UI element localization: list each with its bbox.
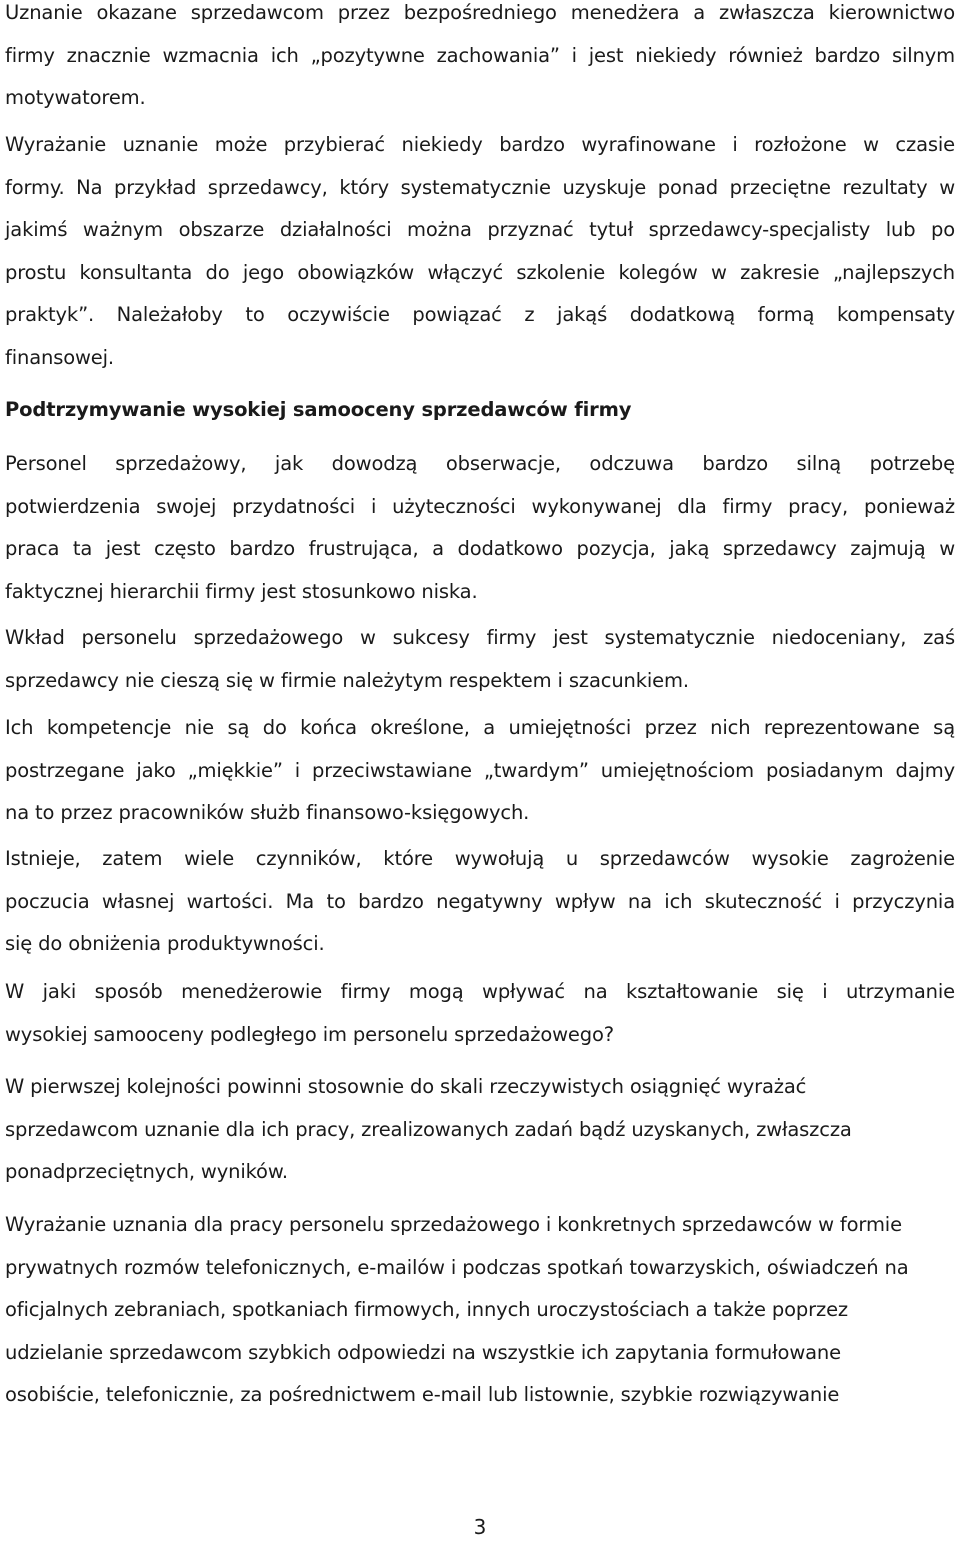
- text-line: osobiście, telefonicznie, za pośrednictwem e-mail lub listownie, szybkie rozwiązywanie: [5, 1383, 840, 1406]
- text-line: wysokiej samooceny podległego im personelu sprzedażowego?: [5, 1022, 614, 1046]
- paragraph-self-worth-threat: [5, 838, 955, 966]
- paragraph-first-step: [5, 1066, 955, 1194]
- text-line: jakimś ważnym obszarze działalności można przyznać tytuł sprzedawcy-specjalisty lub po: [5, 218, 955, 241]
- text-line: Istnieje, zatem wiele czynników, które wywołują u sprzedawców wysokie zagrożenie: [5, 847, 955, 870]
- paragraph-refined-recognition: [5, 124, 955, 379]
- text-line: postrzegane jako „miękkie” i przeciwstawiane „twardym” umiejętnościom posiadanym dajmy: [5, 758, 955, 782]
- text-line: Uznanie okazane sprzedawcom przez bezpośredniego menedżera a zwłaszcza kierownictwo: [5, 1, 955, 24]
- paragraph-undervalued-contribution: [5, 617, 955, 702]
- page-number: 3: [473, 1515, 487, 1539]
- text-line: firmy znacznie wzmacnia ich „pozytywne zachowania” i jest niekiedy również bardzo silnym: [5, 43, 955, 67]
- text-line: potwierdzenia swojej przydatności i użyteczności wykonywanej dla firmy pracy, ponieważ: [5, 494, 955, 518]
- text-line: prostu konsultanta do jego obowiązków włączyć szkolenie kolegów w zakresie „najlepszych: [5, 260, 955, 284]
- text-line: praktyk”. Należałoby to oczywiście powiązać z jakąś dodatkową formą kompensaty: [5, 303, 955, 326]
- paragraph-recognition: [5, 0, 955, 120]
- section-heading: Podtrzymywanie wysokiej samooceny sprzedawców firmy: [5, 398, 632, 421]
- text-line: Personel sprzedażowy, jak dowodzą obserwacje, odczuwa bardzo silną potrzebę: [5, 452, 955, 475]
- text-line: poczucia własnej wartości. Ma to bardzo negatywny wpływ na ich skuteczność i przyczynia: [5, 889, 955, 913]
- text-line: na to przez pracowników służb finansowo-księgowych.: [5, 801, 530, 824]
- text-line: udzielanie sprzedawcom szybkich odpowiedzi na wszystkie ich zapytania formułowane: [5, 1340, 841, 1364]
- text-line: się do obniżenia produktywności.: [5, 932, 325, 955]
- text-line: faktycznej hierarchii firmy jest stosunkowo niska.: [5, 579, 478, 603]
- text-line: motywatorem.: [5, 86, 146, 109]
- text-line: ponadprzeciętnych, wyników.: [5, 1160, 288, 1183]
- paragraph-competences: [5, 707, 955, 835]
- paragraph-expressing-recognition: [5, 1204, 955, 1417]
- text-line: Wyrażanie uznanie może przybierać niekiedy bardzo wyrafinowane i rozłożone w czasie: [5, 133, 955, 156]
- text-line: Wkład personelu sprzedażowego w sukcesy firmy jest systematycznie niedoceniany, zaś: [5, 626, 955, 649]
- text-line: finansowej.: [5, 345, 114, 369]
- text-line: Ich kompetencje nie są do końca określone, a umiejętności przez nich reprezentowane są: [5, 716, 955, 739]
- text-line: sprzedawcom uznanie dla ich pracy, zrealizowanych zadań bądź uzyskanych, zwłaszcza: [5, 1117, 852, 1141]
- paragraph-question: [5, 971, 955, 1056]
- text-line: W pierwszej kolejności powinni stosownie do skali rzeczywistych osiągnięć wyrażać: [5, 1075, 807, 1098]
- text-line: Wyrażanie uznania dla pracy personelu sprzedażowego i konkretnych sprzedawców w formie: [5, 1213, 902, 1236]
- text-line: W jaki sposób menedżerowie firmy mogą wpływać na kształtowanie się i utrzymanie: [5, 980, 955, 1003]
- text-line: prywatnych rozmów telefonicznych, e-mailów i podczas spotkań towarzyskich, oświadczeń na: [5, 1255, 909, 1279]
- text-line: praca ta jest często bardzo frustrująca, a dodatkowo pozycja, jaką sprzedawcy zajmują w: [5, 537, 955, 560]
- paragraph-need-for-confirmation: [5, 443, 955, 613]
- text-line: formy. Na przykład sprzedawcy, który systematycznie uzyskuje ponad przeciętne rezultaty w: [5, 175, 955, 199]
- text-line: sprzedawcy nie cieszą się w firmie należytym respektem i szacunkiem.: [5, 668, 689, 692]
- text-line: oficjalnych zebraniach, spotkaniach firmowych, innych uroczystościach a także poprzez: [5, 1298, 849, 1321]
